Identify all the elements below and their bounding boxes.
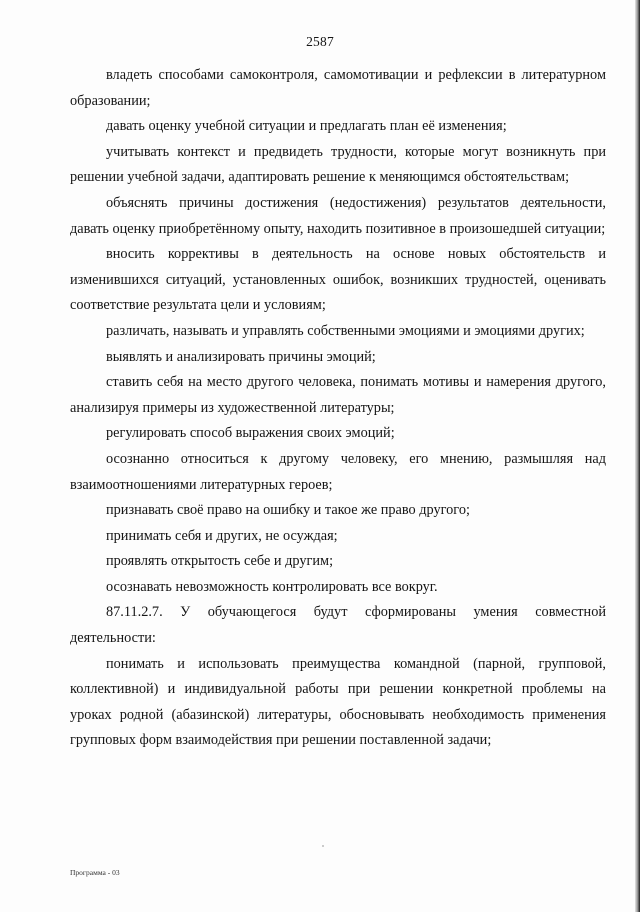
paragraph: понимать и использовать преимущества командной (парной, групповой, коллективной) и индивидуальной работы при решении конкретной проблемы на уроках родной (абазинской) литературы, обосновывать необходимость применения групповых форм взаимодействия при решении поставленной задачи; [70, 655, 606, 749]
paragraph: давать оценку учебной ситуации и предлагать план её изменения; [106, 118, 507, 135]
paragraph: признавать своё право на ошибку и такое же право другого; [106, 502, 470, 519]
paragraph: осознанно относиться к другому человеку, его мнению, размышляя над взаимоотношениями литературных героев; [70, 450, 606, 493]
paragraph: проявлять открытость себе и другим; [106, 553, 334, 570]
section-heading-paragraph: 87.11.2.7. У обучающегося будут сформированы умения совместной деятельности: [70, 604, 606, 647]
body-text [70, 63, 606, 754]
page-number: 2587 [306, 34, 334, 49]
scan-edge [635, 0, 640, 912]
footer-label: Программа - 03 [70, 868, 120, 877]
paragraph: выявлять и анализировать причины эмоций; [106, 348, 376, 365]
paragraph: объяснять причины достижения (недостижения) результатов деятельности, давать оценку приобретённому опыту, находить позитивное в произошедшей ситуации; [70, 194, 606, 237]
paragraph: учитывать контекст и предвидеть трудности, которые могут возникнуть при решении учебной задачи, адаптировать решение к меняющимся обстоятельствам; [70, 143, 606, 186]
paragraph: принимать себя и других, не осуждая; [106, 527, 338, 544]
paragraph: осознавать невозможность контролировать все вокруг. [106, 578, 438, 595]
paragraph: владеть способами самоконтроля, самомотивации и рефлексии в литературном образовании; [70, 67, 606, 109]
paragraph: различать, называть и управлять собственными эмоциями и эмоциями других; [106, 322, 585, 339]
paragraph: регулировать способ выражения своих эмоций; [106, 425, 395, 442]
scan-speck [322, 845, 324, 847]
paragraph: вносить коррективы в деятельность на основе новых обстоятельств и изменившихся ситуаций, установленных ошибок, возникших трудностей, оценивать соответствие результата цели и условиям; [70, 246, 606, 314]
paragraph: ставить себя на место другого человека, понимать мотивы и намерения другого, анализируя примеры из художественной литературы; [70, 374, 606, 416]
